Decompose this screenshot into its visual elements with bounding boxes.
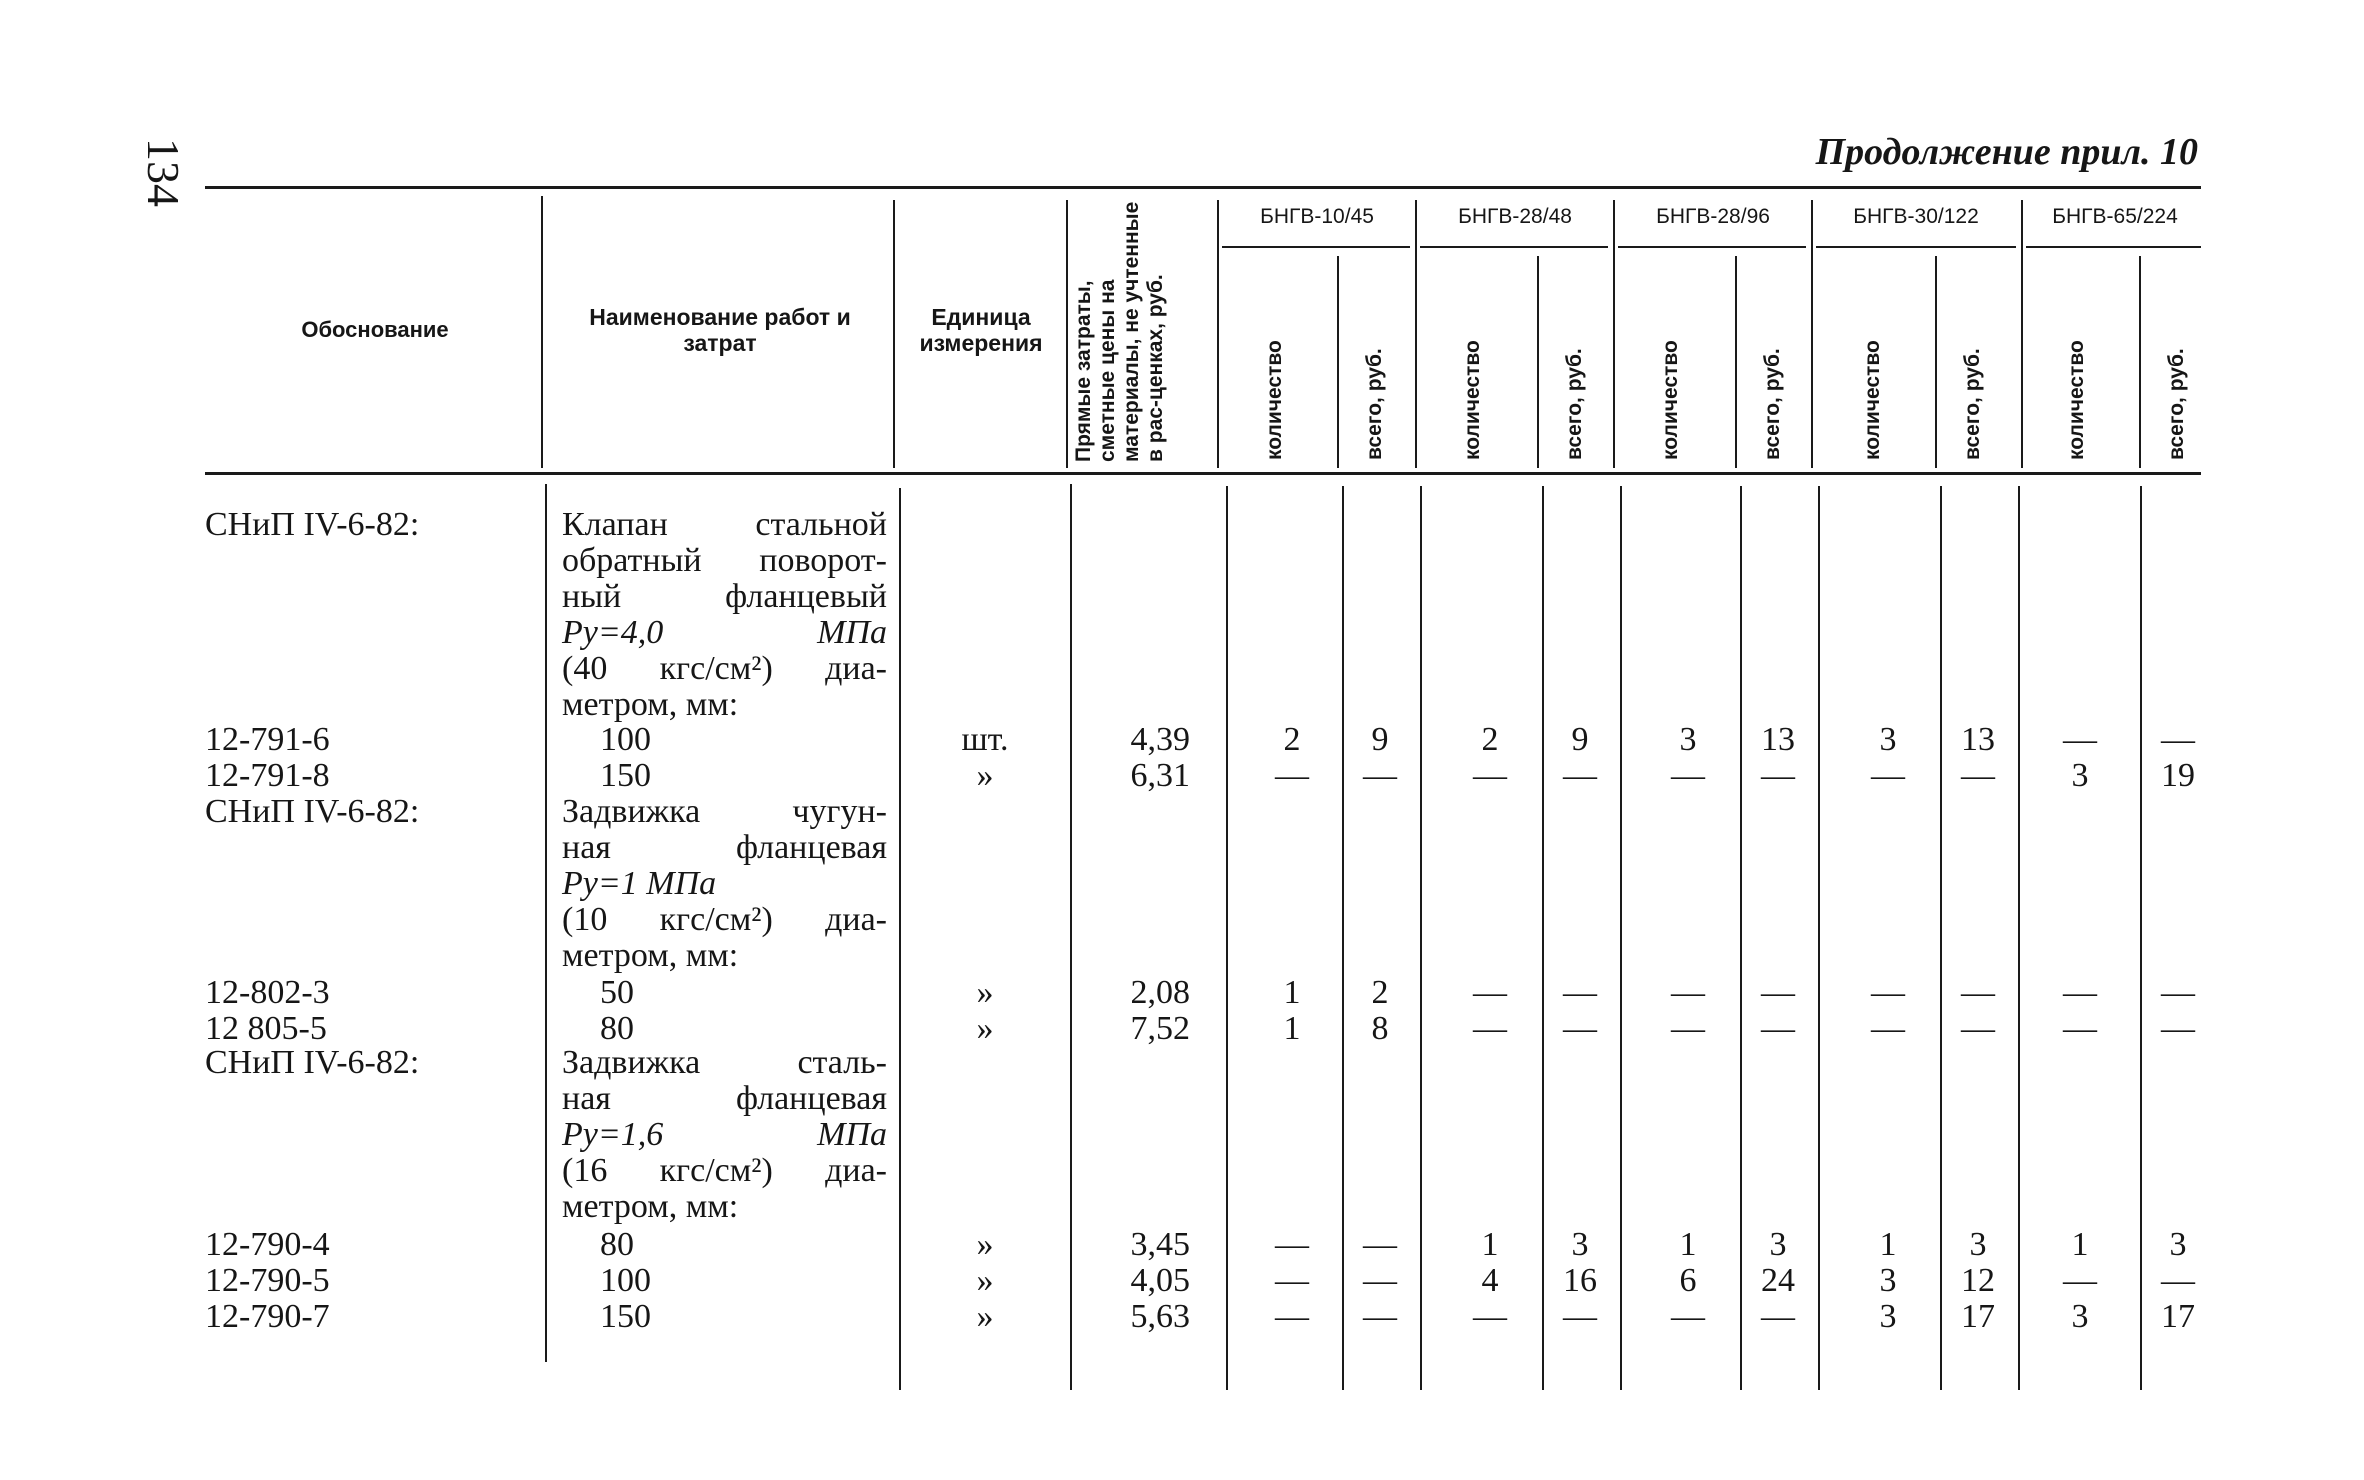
- row-size: 50: [600, 974, 634, 1011]
- col-rule-1: [541, 196, 543, 468]
- row-size: 100: [600, 1262, 651, 1299]
- subheader-qty-5: количество: [2065, 340, 2088, 460]
- row-unit: »: [976, 974, 994, 1011]
- section-1-line-5: (40 кгс/см²) диа-: [562, 650, 887, 687]
- row-total-2: —: [1563, 974, 1597, 1011]
- row-qty-4: 3: [1879, 721, 1897, 758]
- section-3-line-5: метром, мм:: [562, 1188, 739, 1225]
- subheader-qty-2: количество: [1461, 340, 1484, 460]
- col-rule-13: [2139, 256, 2141, 468]
- col-rule-7: [1537, 256, 1539, 468]
- row-qty-5: —: [2063, 721, 2097, 758]
- row-qty-3: 3: [1679, 721, 1697, 758]
- row-qty-3: 6: [1679, 1262, 1697, 1299]
- row-total-2: —: [1563, 757, 1597, 794]
- row-total-1: —: [1363, 757, 1397, 794]
- row-price: 4,05: [1130, 1262, 1190, 1299]
- row-code: 12-790-5: [205, 1262, 330, 1299]
- group-header-4: БНГВ-30/122: [1853, 205, 1979, 228]
- row-total-2: 9: [1571, 721, 1589, 758]
- row-qty-2: 2: [1481, 721, 1499, 758]
- subheader-qty-1: количество: [1263, 340, 1286, 460]
- continuation-title: Продолжение прил. 10: [1815, 131, 2198, 173]
- row-unit: »: [976, 1010, 994, 1047]
- row-qty-3: 1: [1679, 1226, 1697, 1263]
- row-total-3: —: [1761, 1010, 1795, 1047]
- row-code: 12-802-3: [205, 974, 330, 1011]
- row-qty-1: 2: [1283, 721, 1301, 758]
- section-basis-1: СНиП IV-6-82:: [205, 506, 420, 543]
- subheader-qty-4: количество: [1861, 340, 1884, 460]
- row-total-2: —: [1563, 1298, 1597, 1335]
- col-rule-9: [1735, 256, 1737, 468]
- row-size: 100: [600, 721, 651, 758]
- section-3-line-4: (16 кгс/см²) диа-: [562, 1152, 887, 1189]
- row-code: 12-791-6: [205, 721, 330, 758]
- row-qty-3: —: [1671, 757, 1705, 794]
- group-underline-5: [2026, 246, 2201, 248]
- section-2-line-1: Задвижка чугун-: [562, 793, 887, 830]
- row-size: 80: [600, 1226, 634, 1263]
- row-total-5: —: [2161, 721, 2195, 758]
- col-rule-12: [2021, 200, 2023, 468]
- row-qty-5: 1: [2071, 1226, 2089, 1263]
- row-qty-1: —: [1275, 1298, 1309, 1335]
- col-rule-2: [893, 200, 895, 468]
- section-name-2: [562, 794, 887, 974]
- header-work-name: Наименование работ и затрат: [589, 303, 851, 356]
- row-total-5: 19: [2161, 757, 2195, 794]
- row-qty-1: —: [1275, 757, 1309, 794]
- section-1-line-6: метром, мм:: [562, 686, 739, 723]
- section-2-line-5: метром, мм:: [562, 937, 739, 974]
- section-name-1: [562, 507, 887, 723]
- body-rule-6: [1420, 486, 1422, 1390]
- header-basis: Обоснование: [301, 317, 449, 343]
- page-number: 134: [138, 138, 189, 207]
- row-price: 6,31: [1130, 757, 1190, 794]
- row-size: 80: [600, 1010, 634, 1047]
- row-unit: шт.: [961, 721, 1009, 758]
- section-1-line-3: ный фланцевый: [562, 578, 887, 615]
- row-unit: »: [976, 1226, 994, 1263]
- subheader-total-3: всего, руб.: [1761, 348, 1784, 460]
- row-total-3: 24: [1761, 1262, 1795, 1299]
- row-qty-5: 3: [2071, 1298, 2089, 1335]
- header-unit: Единица измерения: [919, 303, 1043, 356]
- row-qty-5: —: [2063, 1262, 2097, 1299]
- col-rule-4: [1217, 200, 1219, 468]
- col-rule-11: [1935, 256, 1937, 468]
- row-qty-1: 1: [1283, 1010, 1301, 1047]
- col-rule-6: [1415, 200, 1417, 468]
- header-direct-costs: Прямые затраты, сметные цены на материалы, не учтенные в рас-ценках, руб.: [1072, 201, 1168, 462]
- section-1-line-4: Pу=4,0 МПа: [562, 614, 887, 651]
- section-2-line-4: (10 кгс/см²) диа-: [562, 901, 887, 938]
- row-total-3: 3: [1769, 1226, 1787, 1263]
- row-unit: »: [976, 1262, 994, 1299]
- row-code: 12-790-4: [205, 1226, 330, 1263]
- section-2-line-2: ная фланцевая: [562, 829, 887, 866]
- col-rule-10: [1811, 200, 1813, 468]
- group-header-5: БНГВ-65/224: [2052, 205, 2178, 228]
- row-unit: »: [976, 757, 994, 794]
- row-qty-4: 3: [1879, 1298, 1897, 1335]
- row-total-3: —: [1761, 757, 1795, 794]
- section-1-line-1: Клапан стальной: [562, 506, 887, 543]
- section-basis-3: СНиП IV-6-82:: [205, 1044, 420, 1081]
- row-total-3: —: [1761, 974, 1795, 1011]
- subheader-qty-3: количество: [1659, 340, 1682, 460]
- row-total-4: 13: [1961, 721, 1995, 758]
- row-qty-4: 3: [1879, 1262, 1897, 1299]
- section-2-line-3: Pу=1 МПа: [562, 865, 717, 902]
- row-qty-1: 1: [1283, 974, 1301, 1011]
- row-total-2: —: [1563, 1010, 1597, 1047]
- row-price: 5,63: [1130, 1298, 1190, 1335]
- row-total-5: 3: [2169, 1226, 2187, 1263]
- row-total-4: 12: [1961, 1262, 1995, 1299]
- row-total-5: 17: [2161, 1298, 2195, 1335]
- section-1-line-2: обратный поворот-: [562, 542, 887, 579]
- row-qty-2: —: [1473, 1298, 1507, 1335]
- body-rule-2: [899, 488, 901, 1390]
- row-price: 2,08: [1130, 974, 1190, 1011]
- row-qty-1: —: [1275, 1262, 1309, 1299]
- row-total-1: —: [1363, 1226, 1397, 1263]
- row-total-1: —: [1363, 1262, 1397, 1299]
- row-qty-2: —: [1473, 757, 1507, 794]
- section-3-line-2: ная фланцевая: [562, 1080, 887, 1117]
- row-total-2: 3: [1571, 1226, 1589, 1263]
- group-header-2: БНГВ-28/48: [1458, 205, 1572, 228]
- body-rule-8: [1620, 486, 1622, 1390]
- row-qty-3: —: [1671, 1010, 1705, 1047]
- col-rule-8: [1613, 200, 1615, 468]
- row-code: 12 805-5: [205, 1010, 327, 1047]
- row-qty-3: —: [1671, 1298, 1705, 1335]
- row-size: 150: [600, 757, 651, 794]
- row-qty-2: —: [1473, 1010, 1507, 1047]
- section-3-line-1: Задвижка сталь-: [562, 1044, 887, 1081]
- row-total-3: —: [1761, 1298, 1795, 1335]
- row-total-1: —: [1363, 1298, 1397, 1335]
- row-qty-5: —: [2063, 974, 2097, 1011]
- section-3-line-3: Pу=1,6 МПа: [562, 1116, 887, 1153]
- row-qty-5: 3: [2071, 757, 2089, 794]
- group-header-1: БНГВ-10/45: [1260, 205, 1374, 228]
- row-size: 150: [600, 1298, 651, 1335]
- row-total-4: 17: [1961, 1298, 1995, 1335]
- row-total-2: 16: [1563, 1262, 1597, 1299]
- subheader-total-1: всего, руб.: [1363, 348, 1386, 460]
- row-price: 4,39: [1130, 721, 1190, 758]
- row-qty-2: —: [1473, 974, 1507, 1011]
- row-total-3: 13: [1761, 721, 1795, 758]
- col-rule-5: [1337, 256, 1339, 468]
- body-rule-1: [545, 484, 547, 1362]
- row-qty-1: —: [1275, 1226, 1309, 1263]
- row-total-1: 8: [1371, 1010, 1389, 1047]
- row-qty-2: 4: [1481, 1262, 1499, 1299]
- row-unit: »: [976, 1298, 994, 1335]
- body-rule-12: [2018, 486, 2020, 1390]
- table-top-rule: [205, 186, 2201, 189]
- row-total-4: —: [1961, 757, 1995, 794]
- row-qty-3: —: [1671, 974, 1705, 1011]
- row-price: 3,45: [1130, 1226, 1190, 1263]
- header-bottom-rule: [205, 472, 2201, 475]
- row-qty-4: —: [1871, 757, 1905, 794]
- row-price: 7,52: [1130, 1010, 1190, 1047]
- row-total-4: —: [1961, 1010, 1995, 1047]
- group-underline-1: [1222, 246, 1410, 248]
- col-rule-3: [1066, 200, 1068, 468]
- row-total-5: —: [2161, 1262, 2195, 1299]
- body-rule-4: [1226, 486, 1228, 1390]
- row-qty-5: —: [2063, 1010, 2097, 1047]
- row-total-4: 3: [1969, 1226, 1987, 1263]
- row-total-4: —: [1961, 974, 1995, 1011]
- row-code: 12-790-7: [205, 1298, 330, 1335]
- group-header-3: БНГВ-28/96: [1656, 205, 1770, 228]
- section-basis-2: СНиП IV-6-82:: [205, 793, 420, 830]
- row-qty-4: 1: [1879, 1226, 1897, 1263]
- row-total-1: 9: [1371, 721, 1389, 758]
- row-total-1: 2: [1371, 974, 1389, 1011]
- body-rule-3: [1070, 484, 1072, 1390]
- row-total-5: —: [2161, 974, 2195, 1011]
- group-underline-3: [1618, 246, 1806, 248]
- section-name-3: [562, 1045, 887, 1225]
- body-rule-10: [1818, 486, 1820, 1390]
- subheader-total-4: всего, руб.: [1961, 348, 1984, 460]
- row-code: 12-791-8: [205, 757, 330, 794]
- subheader-total-5: всего, руб.: [2165, 348, 2188, 460]
- group-underline-4: [1816, 246, 2016, 248]
- group-underline-2: [1420, 246, 1608, 248]
- row-total-5: —: [2161, 1010, 2195, 1047]
- row-qty-4: —: [1871, 1010, 1905, 1047]
- row-qty-4: —: [1871, 974, 1905, 1011]
- row-qty-2: 1: [1481, 1226, 1499, 1263]
- subheader-total-2: всего, руб.: [1563, 348, 1586, 460]
